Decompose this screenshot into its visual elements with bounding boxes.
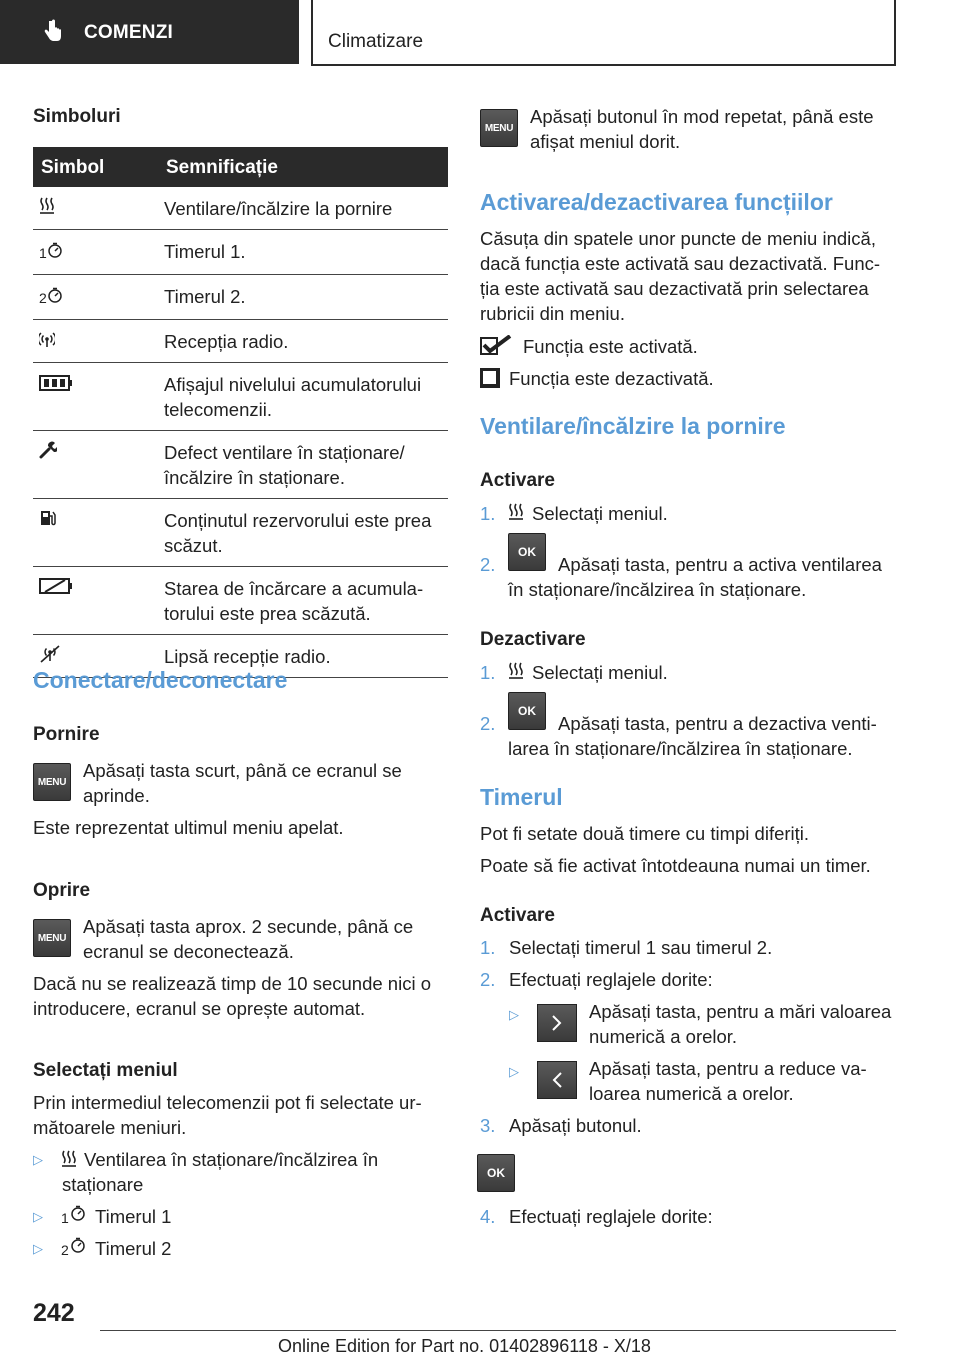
list-item-label: Ventilarea în staționare/încălzirea în staționare <box>62 1149 379 1195</box>
footer-divider <box>100 1330 896 1331</box>
top-text: Apăsați butonul în mod repetat, până este afișat meniul dorit. <box>530 106 874 152</box>
table-row <box>33 275 448 320</box>
list-item-label: Timerul 1 <box>95 1206 172 1227</box>
section-title: COMENZI <box>84 21 174 43</box>
on-text: Apăsați tasta scurt, până ce ecranul se aprinde. <box>83 760 402 806</box>
timer-number: 1 <box>61 1210 69 1226</box>
meaning-text: Timerul 2. <box>164 275 448 320</box>
empty-box-icon <box>480 368 500 388</box>
ok-button-icon: OK <box>508 692 546 730</box>
battery-icon <box>39 375 73 391</box>
activate-heading: Activare <box>480 470 555 491</box>
meaning-text: Recepția radio. <box>164 320 448 363</box>
meaning-text: Defect ventilare în staționare/ încălzire în staționare. <box>164 431 448 499</box>
bullet-icon: ▷ <box>33 1209 43 1224</box>
chevron-left-icon <box>551 1071 563 1089</box>
toggle-text: Căsuța din spatele unor puncte de meniu indică, dacă funcția este activată sau dezactivată. Func- ția este activată sau dezactivată prin selectarea rubricii din meniu. <box>480 228 881 324</box>
vent-heading: Ventilare/încălzire la pornire <box>480 413 786 439</box>
symbols-table <box>33 147 448 678</box>
table-row <box>33 567 448 635</box>
wrench-icon <box>39 441 57 459</box>
bullet-icon: ▷ <box>33 1152 43 1167</box>
vent-heat-icon <box>508 662 524 680</box>
edition-text: Online Edition for Part no. 01402896118 - X/18 <box>278 1336 651 1356</box>
timer-1-icon <box>70 1205 86 1221</box>
step-number: 1. <box>480 503 496 524</box>
deactivated-text: Funcția este dezactivată. <box>509 368 714 389</box>
table-row <box>33 187 448 230</box>
timer-text: Poate să fie activat întotdeauna numai un timer. <box>480 855 871 876</box>
on-note: Este reprezentat ultimul meniu apelat. <box>33 817 344 838</box>
checked-box-icon <box>480 335 514 357</box>
radio-reception-icon <box>39 332 55 348</box>
section-tab <box>0 0 299 64</box>
menu-button-icon: MENU <box>33 763 71 801</box>
list-item-label: Timerul 2 <box>95 1238 172 1259</box>
chapter-title: Climatizare <box>328 31 424 52</box>
fuel-icon <box>39 509 57 527</box>
timer-activate-heading: Activare <box>480 905 555 926</box>
meaning-text: Ventilare/încălzire la pornire <box>164 187 448 230</box>
step-number: 4. <box>480 1206 496 1227</box>
off-heading: Oprire <box>33 880 91 901</box>
sub-step-text: Apăsați tasta, pentru a reduce va- loarea numerică a orelor. <box>589 1058 867 1104</box>
chapter-tab <box>311 0 896 66</box>
table-row <box>33 230 448 275</box>
step-number: 2. <box>480 713 496 734</box>
off-text: Apăsați tasta aprox. 2 secunde, până ce ecranul se deconectează. <box>83 916 414 962</box>
step-text: Selectați meniul. <box>532 662 668 683</box>
step-number: 3. <box>480 1115 496 1136</box>
timer-heading: Timerul <box>480 784 563 810</box>
off-note: Dacă nu se realizează timp de 10 secunde nici o introducere, ecranul se oprește automat. <box>33 973 431 1019</box>
timer-number: 2 <box>61 1242 69 1258</box>
on-heading: Pornire <box>33 724 100 745</box>
battery-low-icon <box>39 577 73 595</box>
bullet-icon: ▷ <box>509 1064 519 1079</box>
page-number: 242 <box>33 1299 75 1327</box>
menu-button-icon: MENU <box>33 919 71 957</box>
page-header <box>0 0 960 66</box>
menu-button-icon: MENU <box>480 109 518 147</box>
timer-number: 1 <box>39 245 47 261</box>
step-text: Apăsați butonul. <box>509 1115 642 1136</box>
col-meaning: Semnificație <box>164 147 448 187</box>
timer-2-icon <box>47 287 63 303</box>
step-number: 2. <box>480 969 496 990</box>
step-text: Apăsați tasta, pentru a activa ventilarea în staționare/încălzirea în staționare. <box>508 554 882 600</box>
timer-2-icon <box>70 1237 86 1253</box>
deactivate-heading: Dezactivare <box>480 629 586 650</box>
select-text: Prin intermediul telecomenzii pot fi selectate ur- mătoarele meniuri. <box>33 1092 422 1138</box>
step-text: Selectați timerul 1 sau timerul 2. <box>509 937 773 958</box>
meaning-text: Conținutul rezervorului este prea scăzut. <box>164 499 448 567</box>
bullet-icon: ▷ <box>33 1241 43 1256</box>
step-number: 1. <box>480 937 496 958</box>
arrow-right-button-icon <box>537 1004 577 1042</box>
chevron-right-icon <box>551 1014 563 1032</box>
meaning-text: Starea de încărcare a acumula- torului este prea scăzută. <box>164 567 448 635</box>
vent-heat-icon <box>39 197 55 215</box>
step-text: Selectați meniul. <box>532 503 668 524</box>
vent-heat-icon <box>508 503 524 521</box>
table-header <box>33 147 448 187</box>
step-text: Apăsați tasta, pentru a dezactiva venti- larea în staționare/încălzirea în staționare. <box>508 713 877 759</box>
arrow-left-button-icon <box>537 1061 577 1099</box>
no-radio-icon <box>39 645 61 663</box>
ok-button-icon: OK <box>508 533 546 571</box>
ok-button-icon: OK <box>477 1154 515 1192</box>
select-heading: Selectați meniul <box>33 1060 178 1081</box>
table-row <box>33 320 448 363</box>
toggle-heading: Activarea/dezactivarea funcțiilor <box>480 189 833 215</box>
timer-text: Pot fi setate două timere cu timpi diferiți. <box>480 823 810 844</box>
step-text: Efectuați reglajele dorite: <box>509 969 713 990</box>
symbols-heading: Simboluri <box>33 106 121 127</box>
step-number: 2. <box>480 554 496 575</box>
meaning-text: Afișajul nivelului acumulatorului telecomenzii. <box>164 363 448 431</box>
timer-1-icon <box>47 242 63 258</box>
connect-heading: Conectare/deconectare <box>33 667 288 693</box>
timer-number: 2 <box>39 290 47 306</box>
table-row <box>33 431 448 499</box>
meaning-text: Lipsă recepție radio. <box>164 635 448 678</box>
table-row <box>33 363 448 431</box>
col-symbol: Simbol <box>33 147 164 187</box>
meaning-text: Timerul 1. <box>164 230 448 275</box>
step-number: 1. <box>480 662 496 683</box>
hand-pointer-icon <box>40 19 64 45</box>
sub-step-text: Apăsați tasta, pentru a mări valoarea numerică a orelor. <box>589 1001 892 1047</box>
activated-text: Funcția este activată. <box>523 336 698 357</box>
table-row <box>33 499 448 567</box>
bullet-icon: ▷ <box>509 1007 519 1022</box>
step-text: Efectuați reglajele dorite: <box>509 1206 713 1227</box>
